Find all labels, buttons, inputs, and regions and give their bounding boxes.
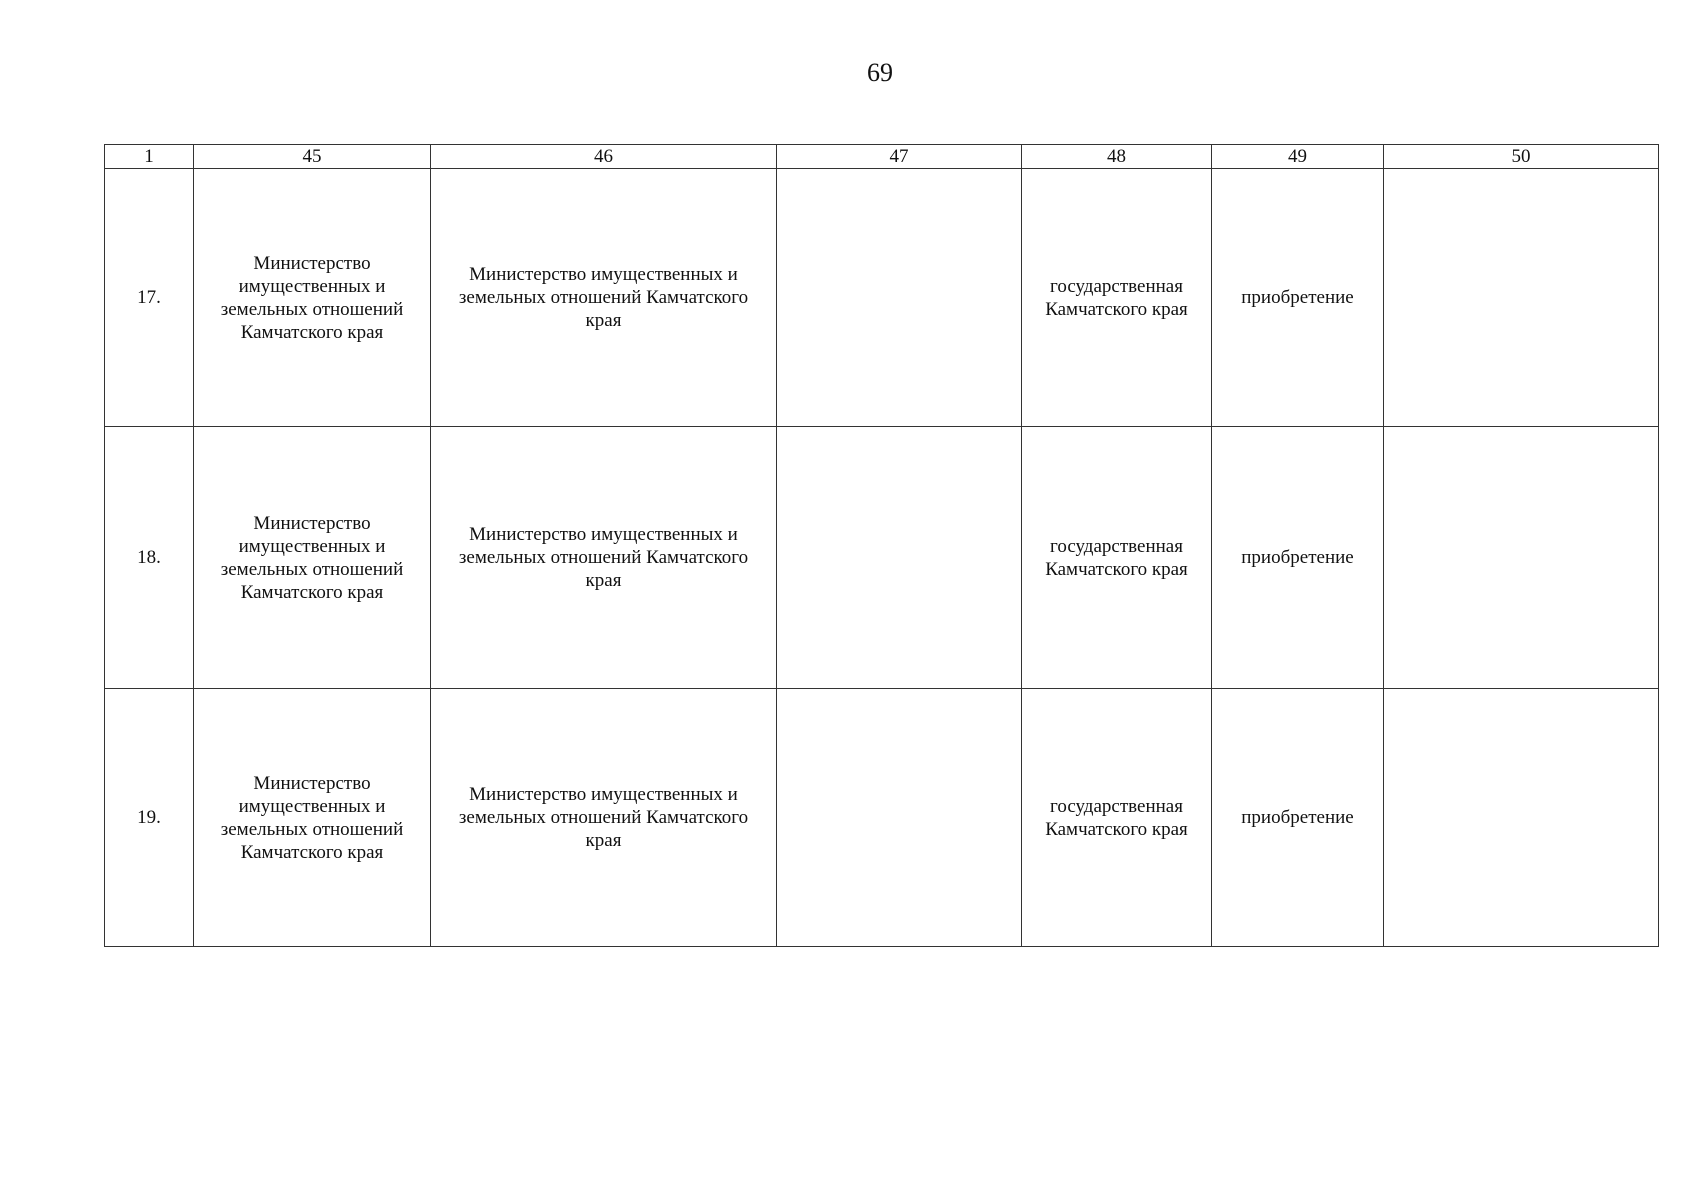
cell-col-45: Министерство имущественных и земельных отношений Камчатского края xyxy=(194,427,431,689)
row-number-cell: 19. xyxy=(105,689,194,947)
cell-col-49: приобретение xyxy=(1212,689,1384,947)
column-header-47: 47 xyxy=(777,145,1022,169)
cell-col-50 xyxy=(1384,427,1659,689)
table-row xyxy=(105,427,1659,689)
cell-col-48: государственная Камчатского края xyxy=(1022,689,1212,947)
table-row xyxy=(105,169,1659,427)
cell-col-50 xyxy=(1384,689,1659,947)
cell-col-48: государственная Камчатского края xyxy=(1022,169,1212,427)
column-header-49: 49 xyxy=(1212,145,1384,169)
cell-col-45: Министерство имущественных и земельных отношений Камчатского края xyxy=(194,689,431,947)
table-header-row xyxy=(105,145,1659,169)
column-header-50: 50 xyxy=(1384,145,1659,169)
cell-col-46: Министерство имущественных и земельных отношений Камчатского края xyxy=(431,427,777,689)
column-header-1: 1 xyxy=(105,145,194,169)
cell-col-47 xyxy=(777,689,1022,947)
cell-col-47 xyxy=(777,169,1022,427)
cell-col-45: Министерство имущественных и земельных отношений Камчатского края xyxy=(194,169,431,427)
column-header-46: 46 xyxy=(431,145,777,169)
column-header-48: 48 xyxy=(1022,145,1212,169)
cell-col-50 xyxy=(1384,169,1659,427)
table-row xyxy=(105,689,1659,947)
row-number-cell: 17. xyxy=(105,169,194,427)
cell-col-48: государственная Камчатского края xyxy=(1022,427,1212,689)
cell-col-47 xyxy=(777,427,1022,689)
row-number-cell: 18. xyxy=(105,427,194,689)
page-number: 69 xyxy=(867,58,893,87)
data-table xyxy=(104,144,1659,947)
column-header-45: 45 xyxy=(194,145,431,169)
cell-col-49: приобретение xyxy=(1212,427,1384,689)
cell-col-46: Министерство имущественных и земельных отношений Камчатского края xyxy=(431,689,777,947)
cell-col-49: приобретение xyxy=(1212,169,1384,427)
cell-col-46: Министерство имущественных и земельных отношений Камчатского края xyxy=(431,169,777,427)
